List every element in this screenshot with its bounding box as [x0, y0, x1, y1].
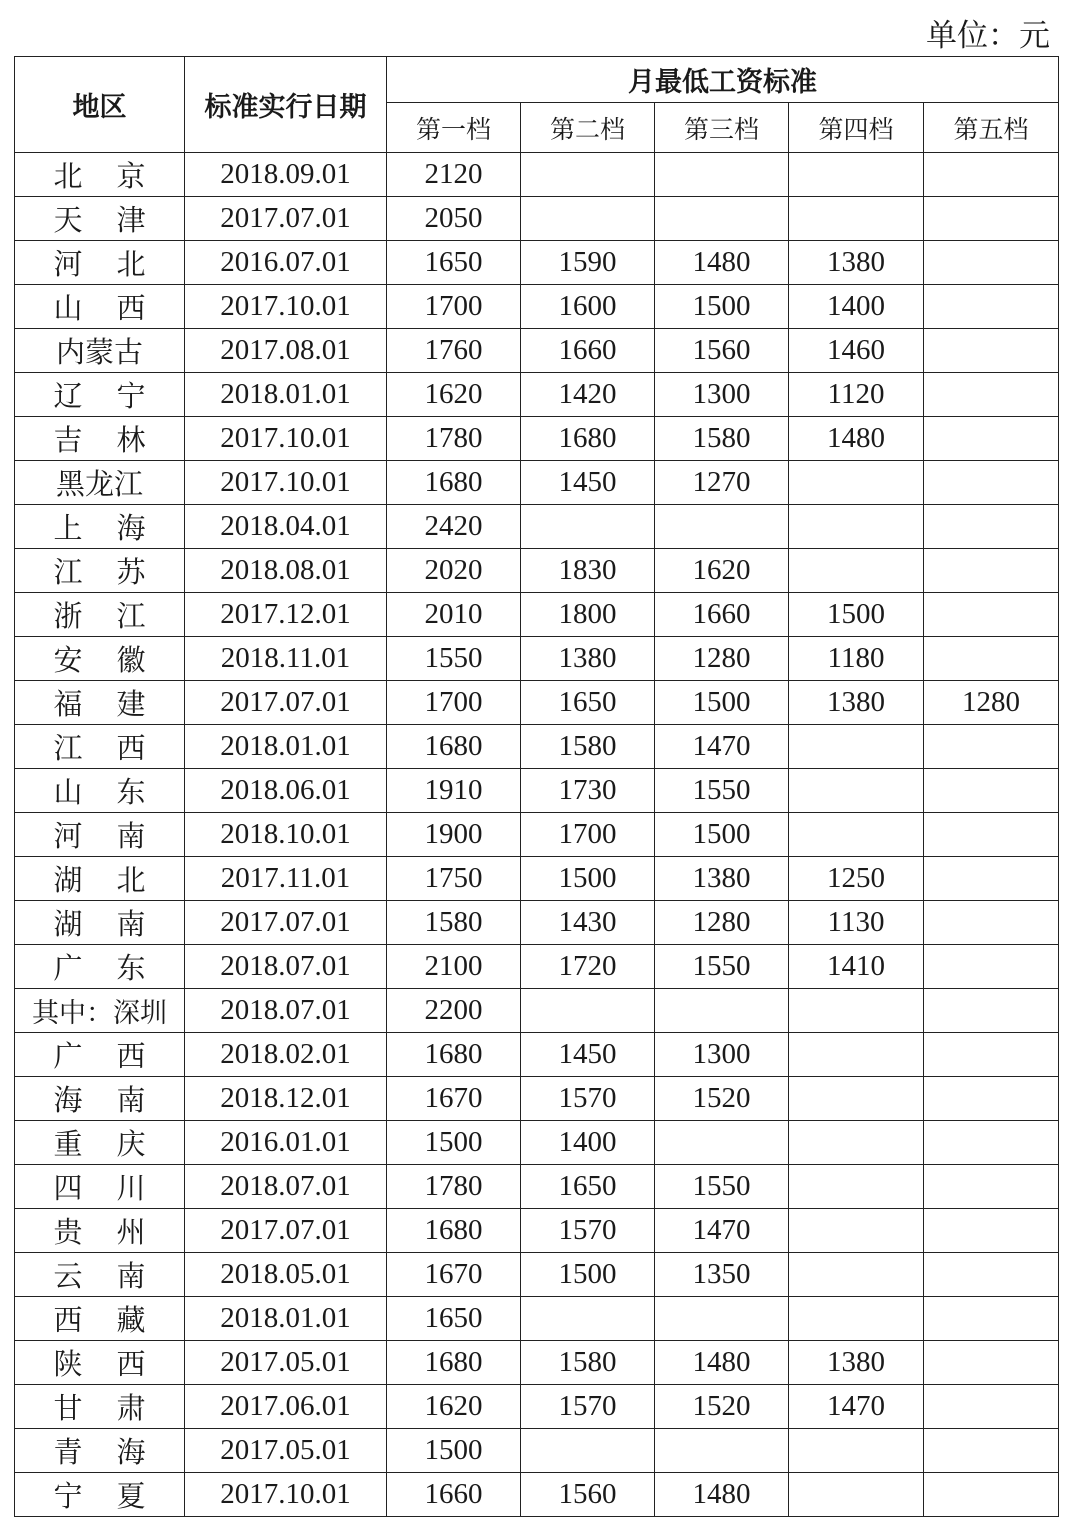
date-cell: 2017.05.01: [185, 1429, 387, 1473]
table-row: [15, 1077, 1059, 1121]
wage-cell-tier-4: 1250: [789, 857, 924, 901]
table-row: [15, 681, 1059, 725]
wage-cell-tier-4: [789, 989, 924, 1033]
table-row: [15, 725, 1059, 769]
wage-cell-tier-2: 1590: [521, 241, 655, 285]
wage-cell-tier-2: 1400: [521, 1121, 655, 1165]
wage-cell-tier-5: [924, 285, 1059, 329]
wage-cell-tier-4: 1380: [789, 241, 924, 285]
region-cell: 山东: [15, 769, 185, 813]
wage-cell-tier-3: 1500: [655, 681, 789, 725]
wage-cell-tier-2: 1420: [521, 373, 655, 417]
wage-cell-tier-3: 1560: [655, 329, 789, 373]
wage-cell-tier-5: [924, 593, 1059, 637]
date-cell: 2017.12.01: [185, 593, 387, 637]
wage-cell-tier-1: 2420: [387, 505, 521, 549]
table-row: [15, 153, 1059, 197]
date-cell: 2018.07.01: [185, 989, 387, 1033]
region-cell: 广西: [15, 1033, 185, 1077]
wage-cell-tier-3: 1550: [655, 1165, 789, 1209]
wage-cell-tier-3: 1480: [655, 241, 789, 285]
region-cell: 湖北: [15, 857, 185, 901]
table-row: [15, 1341, 1059, 1385]
wage-cell-tier-1: 1680: [387, 1341, 521, 1385]
table-row: [15, 813, 1059, 857]
table-row: [15, 769, 1059, 813]
wage-cell-tier-3: 1480: [655, 1341, 789, 1385]
header-date: 标准实行日期: [185, 57, 387, 153]
wage-cell-tier-3: 1350: [655, 1253, 789, 1297]
wage-cell-tier-1: 2200: [387, 989, 521, 1033]
wage-cell-tier-1: 1910: [387, 769, 521, 813]
wage-cell-tier-3: 1300: [655, 373, 789, 417]
wage-cell-tier-5: [924, 1429, 1059, 1473]
wage-cell-tier-1: 1680: [387, 1209, 521, 1253]
date-cell: 2018.11.01: [185, 637, 387, 681]
wage-cell-tier-5: [924, 769, 1059, 813]
date-cell: 2018.09.01: [185, 153, 387, 197]
wage-cell-tier-4: [789, 197, 924, 241]
wage-cell-tier-2: 1450: [521, 461, 655, 505]
date-cell: 2016.01.01: [185, 1121, 387, 1165]
date-cell: 2018.01.01: [185, 1297, 387, 1341]
wage-cell-tier-4: [789, 461, 924, 505]
wage-cell-tier-2: [521, 505, 655, 549]
table-row: [15, 505, 1059, 549]
wage-cell-tier-4: [789, 1077, 924, 1121]
wage-cell-tier-5: [924, 1077, 1059, 1121]
wage-cell-tier-5: [924, 1033, 1059, 1077]
wage-cell-tier-4: [789, 1033, 924, 1077]
wage-cell-tier-1: 1550: [387, 637, 521, 681]
wage-cell-tier-4: 1120: [789, 373, 924, 417]
wage-cell-tier-2: 1650: [521, 1165, 655, 1209]
wage-cell-tier-1: 1620: [387, 373, 521, 417]
table-row: [15, 989, 1059, 1033]
wage-cell-tier-3: 1580: [655, 417, 789, 461]
wage-cell-tier-5: [924, 945, 1059, 989]
date-cell: 2017.10.01: [185, 417, 387, 461]
wage-cell-tier-1: 1900: [387, 813, 521, 857]
wage-cell-tier-5: [924, 1297, 1059, 1341]
table-row: [15, 593, 1059, 637]
date-cell: 2017.07.01: [185, 681, 387, 725]
wage-cell-tier-4: [789, 1121, 924, 1165]
wage-cell-tier-1: 1780: [387, 417, 521, 461]
wage-cell-tier-4: [789, 153, 924, 197]
wage-cell-tier-2: 1430: [521, 901, 655, 945]
header-tier-5: 第五档: [924, 103, 1059, 153]
wage-cell-tier-3: 1550: [655, 769, 789, 813]
table-row: [15, 1385, 1059, 1429]
wage-cell-tier-2: 1560: [521, 1473, 655, 1517]
wage-cell-tier-5: [924, 1209, 1059, 1253]
wage-cell-tier-1: 2120: [387, 153, 521, 197]
region-cell: 黑龙江: [15, 461, 185, 505]
date-cell: 2016.07.01: [185, 241, 387, 285]
table-row: [15, 857, 1059, 901]
date-cell: 2018.02.01: [185, 1033, 387, 1077]
wage-cell-tier-2: 1720: [521, 945, 655, 989]
wage-cell-tier-1: 1620: [387, 1385, 521, 1429]
region-cell: 江苏: [15, 549, 185, 593]
wage-cell-tier-2: 1680: [521, 417, 655, 461]
wage-cell-tier-5: [924, 901, 1059, 945]
region-cell: 山西: [15, 285, 185, 329]
wage-cell-tier-5: 1280: [924, 681, 1059, 725]
wage-cell-tier-1: 1650: [387, 1297, 521, 1341]
wage-cell-tier-2: [521, 989, 655, 1033]
wage-cell-tier-3: 1620: [655, 549, 789, 593]
region-cell: 海南: [15, 1077, 185, 1121]
wage-cell-tier-4: [789, 1473, 924, 1517]
wage-cell-tier-4: 1500: [789, 593, 924, 637]
region-cell: 四川: [15, 1165, 185, 1209]
table-row: [15, 549, 1059, 593]
region-cell: 云南: [15, 1253, 185, 1297]
wage-cell-tier-5: [924, 549, 1059, 593]
wage-cell-tier-1: 1760: [387, 329, 521, 373]
region-cell: 陕西: [15, 1341, 185, 1385]
region-cell: 浙江: [15, 593, 185, 637]
date-cell: 2018.07.01: [185, 945, 387, 989]
date-cell: 2017.07.01: [185, 901, 387, 945]
wage-cell-tier-3: 1500: [655, 813, 789, 857]
date-cell: 2018.06.01: [185, 769, 387, 813]
region-cell: 河南: [15, 813, 185, 857]
wage-cell-tier-3: 1270: [655, 461, 789, 505]
wage-cell-tier-1: 2100: [387, 945, 521, 989]
table-row: [15, 1429, 1059, 1473]
wage-cell-tier-2: 1570: [521, 1209, 655, 1253]
table-row: [15, 373, 1059, 417]
wage-cell-tier-3: [655, 505, 789, 549]
table-row: [15, 1473, 1059, 1517]
region-cell: 宁夏: [15, 1473, 185, 1517]
region-cell: 天津: [15, 197, 185, 241]
wage-cell-tier-4: 1460: [789, 329, 924, 373]
wage-cell-tier-2: 1830: [521, 549, 655, 593]
table-row: [15, 241, 1059, 285]
header-region: 地区: [15, 57, 185, 153]
region-cell: 辽宁: [15, 373, 185, 417]
wage-cell-tier-4: 1400: [789, 285, 924, 329]
wage-cell-tier-5: [924, 1385, 1059, 1429]
region-cell: 北京: [15, 153, 185, 197]
wage-cell-tier-2: 1500: [521, 1253, 655, 1297]
region-cell: 内蒙古: [15, 329, 185, 373]
wage-cell-tier-4: [789, 1253, 924, 1297]
wage-cell-tier-4: [789, 769, 924, 813]
table-row: [15, 1121, 1059, 1165]
wage-cell-tier-5: [924, 1121, 1059, 1165]
wage-cell-tier-5: [924, 813, 1059, 857]
region-cell: 西藏: [15, 1297, 185, 1341]
wage-cell-tier-1: 1780: [387, 1165, 521, 1209]
wage-cell-tier-3: [655, 153, 789, 197]
wage-cell-tier-3: [655, 1297, 789, 1341]
date-cell: 2018.05.01: [185, 1253, 387, 1297]
wage-cell-tier-3: 1280: [655, 901, 789, 945]
wage-cell-tier-1: 1750: [387, 857, 521, 901]
wage-cell-tier-4: 1380: [789, 681, 924, 725]
region-cell: 江西: [15, 725, 185, 769]
table-row: [15, 329, 1059, 373]
wage-cell-tier-1: 2010: [387, 593, 521, 637]
header-tier-1: 第一档: [387, 103, 521, 153]
wage-cell-tier-1: 2020: [387, 549, 521, 593]
wage-cell-tier-3: [655, 197, 789, 241]
wage-cell-tier-2: 1380: [521, 637, 655, 681]
wage-cell-tier-2: 1500: [521, 857, 655, 901]
wage-cell-tier-2: 1800: [521, 593, 655, 637]
wage-cell-tier-2: 1730: [521, 769, 655, 813]
date-cell: 2017.08.01: [185, 329, 387, 373]
wage-cell-tier-5: [924, 505, 1059, 549]
region-cell: 贵州: [15, 1209, 185, 1253]
table-row: [15, 945, 1059, 989]
wage-cell-tier-2: 1570: [521, 1077, 655, 1121]
wage-cell-tier-2: 1700: [521, 813, 655, 857]
wage-cell-tier-5: [924, 857, 1059, 901]
wage-cell-tier-1: 1700: [387, 285, 521, 329]
wage-cell-tier-2: 1580: [521, 725, 655, 769]
table-row: [15, 197, 1059, 241]
wage-cell-tier-2: [521, 197, 655, 241]
table-header: [15, 57, 1059, 153]
table-row: [15, 901, 1059, 945]
wage-cell-tier-3: 1500: [655, 285, 789, 329]
wage-cell-tier-5: [924, 373, 1059, 417]
date-cell: 2018.01.01: [185, 725, 387, 769]
table-row: [15, 285, 1059, 329]
wage-cell-tier-2: 1600: [521, 285, 655, 329]
date-cell: 2017.07.01: [185, 1209, 387, 1253]
region-cell: 其中：深圳: [15, 989, 185, 1033]
region-cell: 青海: [15, 1429, 185, 1473]
wage-cell-tier-4: [789, 505, 924, 549]
wage-cell-tier-1: 1500: [387, 1429, 521, 1473]
wage-cell-tier-3: 1470: [655, 725, 789, 769]
wage-cell-tier-5: [924, 329, 1059, 373]
wage-cell-tier-1: 1700: [387, 681, 521, 725]
date-cell: 2018.10.01: [185, 813, 387, 857]
wage-cell-tier-4: 1470: [789, 1385, 924, 1429]
wage-cell-tier-3: 1280: [655, 637, 789, 681]
wage-cell-tier-1: 1680: [387, 725, 521, 769]
region-cell: 福建: [15, 681, 185, 725]
region-cell: 广东: [15, 945, 185, 989]
wage-cell-tier-2: [521, 1297, 655, 1341]
wage-cell-tier-3: 1300: [655, 1033, 789, 1077]
date-cell: 2018.08.01: [185, 549, 387, 593]
table-row: [15, 1209, 1059, 1253]
wage-cell-tier-4: [789, 725, 924, 769]
region-cell: 安徽: [15, 637, 185, 681]
wage-cell-tier-3: [655, 989, 789, 1033]
header-tier-2: 第二档: [521, 103, 655, 153]
wage-cell-tier-4: [789, 1429, 924, 1473]
header-tier-4: 第四档: [789, 103, 924, 153]
region-cell: 重庆: [15, 1121, 185, 1165]
wage-cell-tier-3: 1380: [655, 857, 789, 901]
wage-cell-tier-1: 1670: [387, 1077, 521, 1121]
wage-cell-tier-4: 1410: [789, 945, 924, 989]
region-cell: 上海: [15, 505, 185, 549]
wage-cell-tier-1: 1650: [387, 241, 521, 285]
table-row: [15, 1253, 1059, 1297]
date-cell: 2017.05.01: [185, 1341, 387, 1385]
wage-cell-tier-5: [924, 1473, 1059, 1517]
wage-cell-tier-1: 2050: [387, 197, 521, 241]
wage-cell-tier-3: 1470: [655, 1209, 789, 1253]
wage-cell-tier-5: [924, 989, 1059, 1033]
date-cell: 2018.07.01: [185, 1165, 387, 1209]
table-row: [15, 461, 1059, 505]
wage-cell-tier-2: 1450: [521, 1033, 655, 1077]
wage-cell-tier-2: 1580: [521, 1341, 655, 1385]
date-cell: 2017.07.01: [185, 197, 387, 241]
table-row: [15, 1297, 1059, 1341]
wage-cell-tier-5: [924, 241, 1059, 285]
wage-cell-tier-3: 1520: [655, 1385, 789, 1429]
wage-cell-tier-5: [924, 197, 1059, 241]
date-cell: 2017.10.01: [185, 1473, 387, 1517]
wage-cell-tier-3: 1550: [655, 945, 789, 989]
wage-cell-tier-1: 1580: [387, 901, 521, 945]
wage-cell-tier-2: 1570: [521, 1385, 655, 1429]
wage-cell-tier-4: [789, 1209, 924, 1253]
region-cell: 甘肃: [15, 1385, 185, 1429]
wage-cell-tier-1: 1670: [387, 1253, 521, 1297]
wage-cell-tier-3: [655, 1121, 789, 1165]
wage-cell-tier-2: [521, 153, 655, 197]
wage-cell-tier-5: [924, 461, 1059, 505]
wage-cell-tier-3: 1480: [655, 1473, 789, 1517]
wage-cell-tier-3: 1520: [655, 1077, 789, 1121]
date-cell: 2018.12.01: [185, 1077, 387, 1121]
header-tier-3: 第三档: [655, 103, 789, 153]
wage-cell-tier-4: [789, 549, 924, 593]
wage-cell-tier-5: [924, 1165, 1059, 1209]
wage-cell-tier-5: [924, 637, 1059, 681]
date-cell: 2017.06.01: [185, 1385, 387, 1429]
date-cell: 2017.10.01: [185, 285, 387, 329]
date-cell: 2017.10.01: [185, 461, 387, 505]
wage-cell-tier-5: [924, 417, 1059, 461]
wage-cell-tier-4: [789, 1297, 924, 1341]
region-cell: 河北: [15, 241, 185, 285]
table-row: [15, 417, 1059, 461]
date-cell: 2017.11.01: [185, 857, 387, 901]
wage-cell-tier-3: [655, 1429, 789, 1473]
unit-label: 单位：元: [926, 18, 1050, 54]
region-cell: 吉林: [15, 417, 185, 461]
wage-cell-tier-4: 1480: [789, 417, 924, 461]
table-row: [15, 1033, 1059, 1077]
wage-cell-tier-5: [924, 153, 1059, 197]
wage-cell-tier-4: [789, 813, 924, 857]
header-wage-group: 月最低工资标准: [387, 57, 1059, 103]
wage-cell-tier-1: 1660: [387, 1473, 521, 1517]
date-cell: 2018.04.01: [185, 505, 387, 549]
wage-cell-tier-2: 1660: [521, 329, 655, 373]
wage-cell-tier-1: 1500: [387, 1121, 521, 1165]
table-body: [15, 153, 1059, 1517]
wage-cell-tier-2: [521, 1429, 655, 1473]
wage-cell-tier-1: 1680: [387, 461, 521, 505]
table-row: [15, 1165, 1059, 1209]
wage-cell-tier-4: 1130: [789, 901, 924, 945]
wage-cell-tier-5: [924, 725, 1059, 769]
wage-cell-tier-5: [924, 1341, 1059, 1385]
table-row: [15, 637, 1059, 681]
date-cell: 2018.01.01: [185, 373, 387, 417]
minimum-wage-table: [14, 56, 1059, 1517]
wage-cell-tier-4: 1180: [789, 637, 924, 681]
wage-cell-tier-4: 1380: [789, 1341, 924, 1385]
wage-cell-tier-5: [924, 1253, 1059, 1297]
region-cell: 湖南: [15, 901, 185, 945]
wage-cell-tier-3: 1660: [655, 593, 789, 637]
wage-cell-tier-1: 1680: [387, 1033, 521, 1077]
wage-cell-tier-4: [789, 1165, 924, 1209]
wage-cell-tier-2: 1650: [521, 681, 655, 725]
